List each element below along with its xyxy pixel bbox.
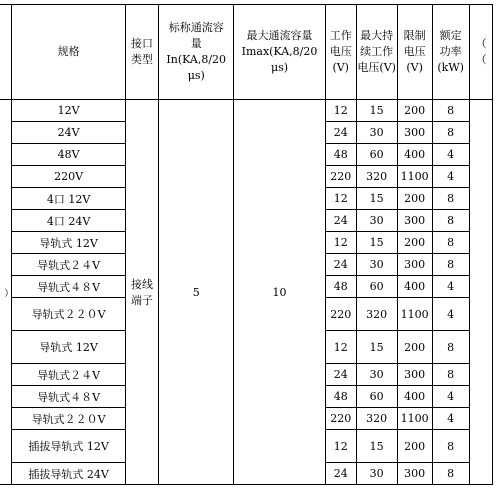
max-continuous-voltage-cell: 60 xyxy=(356,386,397,408)
rated-power-cell: 8 xyxy=(432,232,469,254)
max-continuous-voltage-cell: 60 xyxy=(356,276,397,298)
spec-cell: 220V xyxy=(12,166,126,188)
nominal-current-cell: 5 xyxy=(159,100,234,485)
rated-power-cell: 4 xyxy=(432,298,469,331)
max-continuous-voltage-cell: 320 xyxy=(356,298,397,331)
spec-cell: 导轨式４８V xyxy=(12,386,126,408)
working-voltage-cell: 24 xyxy=(325,254,356,276)
limit-voltage-cell: 400 xyxy=(397,386,432,408)
limit-voltage-cell: 300 xyxy=(397,122,432,144)
header-row xyxy=(0,5,493,100)
rated-power-cell: 8 xyxy=(432,331,469,364)
spec-cell: 导轨式２２０V xyxy=(12,408,126,430)
max-continuous-voltage-cell: 30 xyxy=(356,122,397,144)
spec-cell: 导轨式２２０V xyxy=(12,298,126,331)
header-limit-voltage: 限制 电压 (V) xyxy=(397,5,432,100)
rated-power-cell: 8 xyxy=(432,254,469,276)
limit-voltage-cell: 200 xyxy=(397,188,432,210)
rated-power-cell: 8 xyxy=(432,364,469,386)
working-voltage-cell: 24 xyxy=(325,463,356,485)
limit-voltage-cell: 1100 xyxy=(397,166,432,188)
limit-voltage-cell: 200 xyxy=(397,331,432,364)
max-continuous-voltage-cell: 320 xyxy=(356,408,397,430)
rated-power-cell: 8 xyxy=(432,122,469,144)
max-continuous-voltage-cell: 15 xyxy=(356,188,397,210)
max-continuous-voltage-cell: 30 xyxy=(356,254,397,276)
max-continuous-voltage-cell: 30 xyxy=(356,364,397,386)
rated-power-cell: 8 xyxy=(432,188,469,210)
max-continuous-voltage-cell: 30 xyxy=(356,210,397,232)
working-voltage-cell: 12 xyxy=(325,331,356,364)
rated-power-cell: 8 xyxy=(432,430,469,463)
header-max-current: 最大通流容量 Imax(KA,8/20 μs) xyxy=(234,5,325,100)
spec-cell: 导轨式２４V xyxy=(12,364,126,386)
rated-power-cell: 4 xyxy=(432,166,469,188)
spec-cell: 48V xyxy=(12,144,126,166)
max-continuous-voltage-cell: 15 xyxy=(356,331,397,364)
max-current-cell: 10 xyxy=(234,100,325,485)
working-voltage-cell: 24 xyxy=(325,122,356,144)
spec-cell: 4口 24V xyxy=(12,210,126,232)
header-rated-power: 额定 功率 (kW) xyxy=(432,5,469,100)
interface-type-value: 接线 端子 xyxy=(131,278,154,307)
limit-voltage-cell: 200 xyxy=(397,430,432,463)
header-partial-column: （ （ xyxy=(469,5,492,100)
rated-power-cell: 8 xyxy=(432,210,469,232)
header-nominal-current: 标称通流容 量 In(KA,8/20 μs) xyxy=(159,5,234,100)
working-voltage-cell: 24 xyxy=(325,364,356,386)
working-voltage-cell: 12 xyxy=(325,232,356,254)
working-voltage-cell: 48 xyxy=(325,386,356,408)
rated-power-cell: 4 xyxy=(432,276,469,298)
interface-type-cell xyxy=(125,100,158,485)
max-continuous-voltage-cell: 15 xyxy=(356,232,397,254)
limit-voltage-cell: 300 xyxy=(397,364,432,386)
spec-cell: 插拔导轨式 12V xyxy=(12,430,126,463)
limit-voltage-cell: 300 xyxy=(397,254,432,276)
rated-power-cell: 8 xyxy=(432,463,469,485)
max-continuous-voltage-cell: 60 xyxy=(356,144,397,166)
working-voltage-cell: 220 xyxy=(325,408,356,430)
limit-voltage-cell: 300 xyxy=(397,463,432,485)
limit-voltage-cell: 1100 xyxy=(397,408,432,430)
max-continuous-voltage-cell: 30 xyxy=(356,463,397,485)
spec-cell: 导轨式４８V xyxy=(12,276,126,298)
limit-voltage-cell: 400 xyxy=(397,276,432,298)
working-voltage-cell: 12 xyxy=(325,188,356,210)
limit-voltage-cell: 1100 xyxy=(397,298,432,331)
header-left-edge xyxy=(0,5,12,100)
working-voltage-cell: 24 xyxy=(325,210,356,232)
limit-voltage-cell: 200 xyxy=(397,232,432,254)
header-working-voltage: 工作 电压 (V) xyxy=(325,5,356,100)
spec-cell: 24V xyxy=(12,122,126,144)
max-continuous-voltage-cell: 15 xyxy=(356,100,397,122)
working-voltage-cell: 12 xyxy=(325,430,356,463)
rated-power-cell: 4 xyxy=(432,408,469,430)
limit-voltage-cell: 400 xyxy=(397,144,432,166)
working-voltage-cell: 12 xyxy=(325,100,356,122)
limit-voltage-cell: 200 xyxy=(397,100,432,122)
rated-power-cell: 4 xyxy=(432,386,469,408)
left-edge-cell xyxy=(0,100,12,485)
spec-cell: 导轨式２４V xyxy=(12,254,126,276)
header-max-continuous-voltage: 最大持 续工作 电压(V) xyxy=(356,5,397,100)
max-continuous-voltage-cell: 15 xyxy=(356,430,397,463)
working-voltage-cell: 48 xyxy=(325,144,356,166)
table-row xyxy=(0,100,493,122)
max-continuous-voltage-cell: 320 xyxy=(356,166,397,188)
left-edge-glyph: ） xyxy=(4,288,14,299)
header-spec: 规格 xyxy=(12,5,126,100)
limit-voltage-cell: 300 xyxy=(397,210,432,232)
spec-cell: 12V xyxy=(12,100,126,122)
partial-column-cell xyxy=(469,100,492,485)
working-voltage-cell: 48 xyxy=(325,276,356,298)
working-voltage-cell: 220 xyxy=(325,298,356,331)
working-voltage-cell: 220 xyxy=(325,166,356,188)
header-interface-type: 接口 类型 xyxy=(125,5,158,100)
spec-table xyxy=(0,4,493,485)
rated-power-cell: 4 xyxy=(432,144,469,166)
spec-cell: 导轨式 12V xyxy=(12,331,126,364)
spec-cell: 导轨式 12V xyxy=(12,232,126,254)
spec-cell: 4口 12V xyxy=(12,188,126,210)
spec-cell: 插拔导轨式 24V xyxy=(12,463,126,485)
rated-power-cell: 8 xyxy=(432,100,469,122)
